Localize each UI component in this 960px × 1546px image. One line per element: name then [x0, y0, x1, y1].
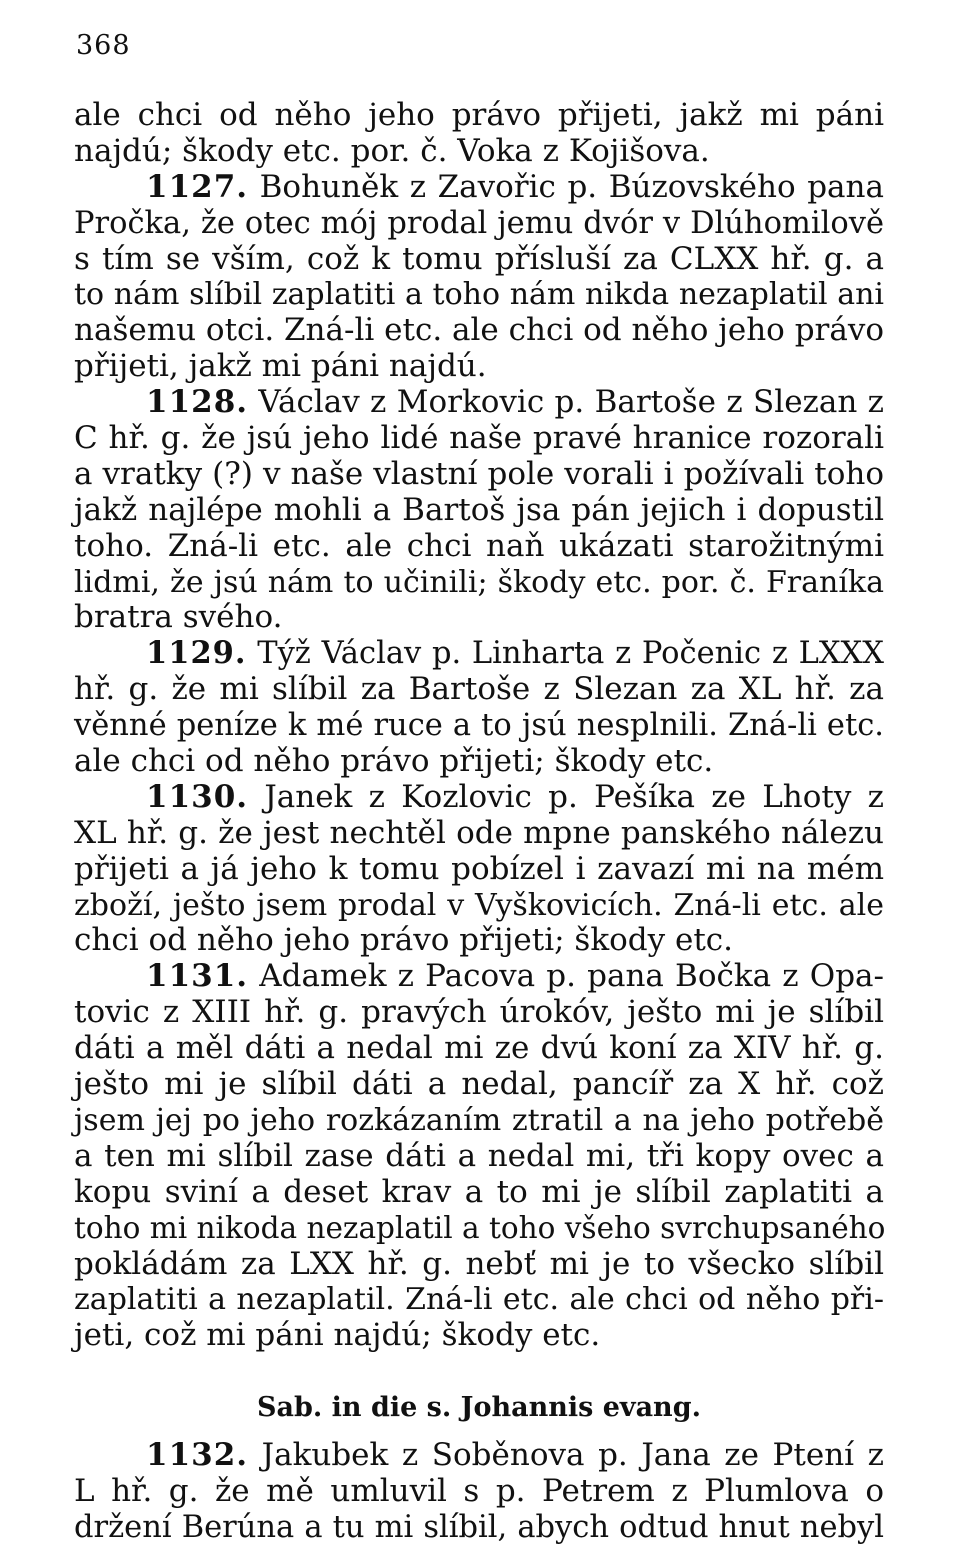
body-text — [74, 98, 884, 1546]
text-line — [74, 888, 884, 924]
line-text: Týž Václav p. Linharta z Počenic z LXXX — [246, 636, 884, 672]
line-text: XL hř. g. že jest nechtěl ode mpne panského nálezu — [74, 814, 884, 851]
line-text: Pročka, že otec mój prodal jemu dvór v Dlúhomilově — [74, 205, 884, 241]
line-text: a ten mi slíbil zase dáti a nedal mi, tři kopy ovec a — [74, 1137, 884, 1174]
line-text: věnné peníze k mé ruce a to jsú nesplnili. Zná-li etc. — [74, 708, 884, 744]
text-line — [74, 1247, 884, 1283]
line-text: Václav z Morkovic p. Bartoše z Slezan z — [248, 384, 884, 421]
text-line — [74, 816, 884, 852]
text-line — [74, 1139, 884, 1175]
text-line — [74, 206, 884, 242]
text-line — [74, 995, 884, 1031]
entry-first-line — [74, 385, 884, 421]
entry-number: 1128. — [146, 384, 249, 421]
text-line — [74, 313, 884, 349]
line-text: chci od něho jeho právo přijeti; škody etc. — [74, 922, 734, 959]
text-line — [74, 98, 884, 134]
line-text: ale chci od něho jeho právo přijeti, jakž mi páni — [74, 97, 884, 133]
entry-number: 1130. — [146, 778, 249, 815]
line-text: přijeti, jakž mi páni najdú. — [74, 348, 487, 385]
text-line — [74, 529, 884, 565]
text-line — [74, 457, 884, 493]
line-text: s tím se vším, což k tomu přísluší za CLXX hř. g. a — [74, 240, 884, 277]
line-text: najdú; škody etc. por. č. Voka z Kojišova. — [74, 132, 710, 169]
entry-number: 1131. — [146, 958, 249, 995]
text-line — [74, 852, 884, 888]
line-text: toho. Zná-li etc. ale chci naň ukázati starožitnými — [74, 527, 884, 564]
text-line — [74, 565, 884, 601]
entry-number: 1132. — [146, 1437, 249, 1474]
text-line — [74, 1175, 884, 1211]
text-line — [74, 672, 884, 708]
line-text: jeti, což mi páni najdú; škody etc. — [74, 1317, 601, 1354]
line-text: pokládám za LXX hř. g. nebť mi je to všecko slíbil — [74, 1245, 884, 1282]
line-text: C hř. g. že jsú jeho lidé naše pravé hranice rozorali — [74, 420, 884, 457]
line-text: dáti a měl dáti a nedal mi ze dvú koní za XIV hř. g. — [74, 1030, 884, 1067]
text-line — [74, 349, 884, 385]
entry-first-line — [74, 959, 884, 995]
entry-first-line — [74, 170, 884, 206]
line-text: ješto mi je slíbil dáti a nedal, pancíř za X hř. což — [74, 1066, 884, 1103]
entry-number: 1127. — [146, 168, 249, 205]
text-line — [74, 708, 884, 744]
line-text: bratra svého. — [74, 599, 283, 636]
text-line — [74, 1282, 884, 1318]
entry-first-line — [74, 780, 884, 816]
text-line — [74, 242, 884, 278]
line-text: zaplatiti a nezaplatil. Zná-li etc. ale chci od něho při- — [74, 1282, 884, 1318]
text-line — [74, 1031, 884, 1067]
line-text: jsem jej po jeho rozkázaním ztratil a na jeho potřebě — [74, 1102, 884, 1138]
text-line — [74, 923, 884, 959]
entry-number: 1129. — [146, 635, 247, 672]
page-number: 368 — [76, 30, 131, 61]
entry-first-line — [74, 1438, 884, 1474]
line-text: hř. g. že mi slíbil za Bartoše z Slezan za XL hř. za — [74, 671, 884, 708]
line-text: Adamek z Pacova p. pana Bočka z Opa- — [248, 958, 884, 995]
line-text: našemu otci. Zná-li etc. ale chci od něho jeho právo — [74, 312, 885, 349]
text-line — [74, 744, 884, 780]
text-line — [74, 134, 884, 170]
text-line — [74, 277, 884, 313]
line-text: L hř. g. že mě umluvil s p. Petrem z Plumlova o — [74, 1473, 884, 1510]
text-line — [74, 1510, 884, 1546]
line-text: kopu sviní a deset krav a to mi je slíbil zaplatiti a — [74, 1173, 884, 1210]
line-text: lidmi, že jsú nám to učinili; škody etc. por. č. Franíka — [74, 564, 884, 600]
line-text: tovic z XIII hř. g. pravých úrokóv, ješto mi je slíbil — [74, 994, 884, 1031]
text-line — [74, 1211, 884, 1247]
text-line — [74, 1103, 884, 1139]
line-text: Janek z Kozlovic p. Pešíka ze Lhoty z — [248, 778, 884, 815]
line-text: přijeti a já jeho k tomu pobízel i zavazí mi na mém — [74, 850, 884, 887]
text-line — [74, 1474, 884, 1510]
line-text: zboží, ješto jsem prodal v Vyškovicích. Zná-li etc. ale — [74, 887, 884, 923]
entry-first-line — [74, 636, 884, 672]
text-line — [74, 493, 884, 529]
text-line — [74, 1318, 884, 1354]
text-line — [74, 1067, 884, 1103]
line-text: Bohuněk z Zavořic p. Búzovského pana — [248, 168, 884, 205]
line-text: to nám slíbil zaplatiti a toho nám nikda nezaplatil ani — [74, 277, 884, 313]
text-line — [74, 421, 884, 457]
line-text: držení Berúna a tu mi slíbil, abych odtud hnut nebyl — [74, 1509, 884, 1545]
line-text: toho mi nikoda nezaplatil a toho všeho svrchupsaného — [74, 1210, 886, 1245]
line-text: ale chci od něho právo přijeti; škody etc. — [74, 743, 714, 780]
line-text: Jakubek z Soběnova p. Jana ze Ptení z — [248, 1437, 884, 1474]
line-text: jakž najlépe mohli a Bartoš jsa pán jejich i dopustil — [74, 491, 884, 528]
section-heading: Sab. in die s. Johannis evang. — [257, 1392, 701, 1424]
text-line — [74, 600, 884, 636]
line-text: a vratky (?) v naše vlastní pole vorali i požívali toho — [74, 455, 884, 492]
